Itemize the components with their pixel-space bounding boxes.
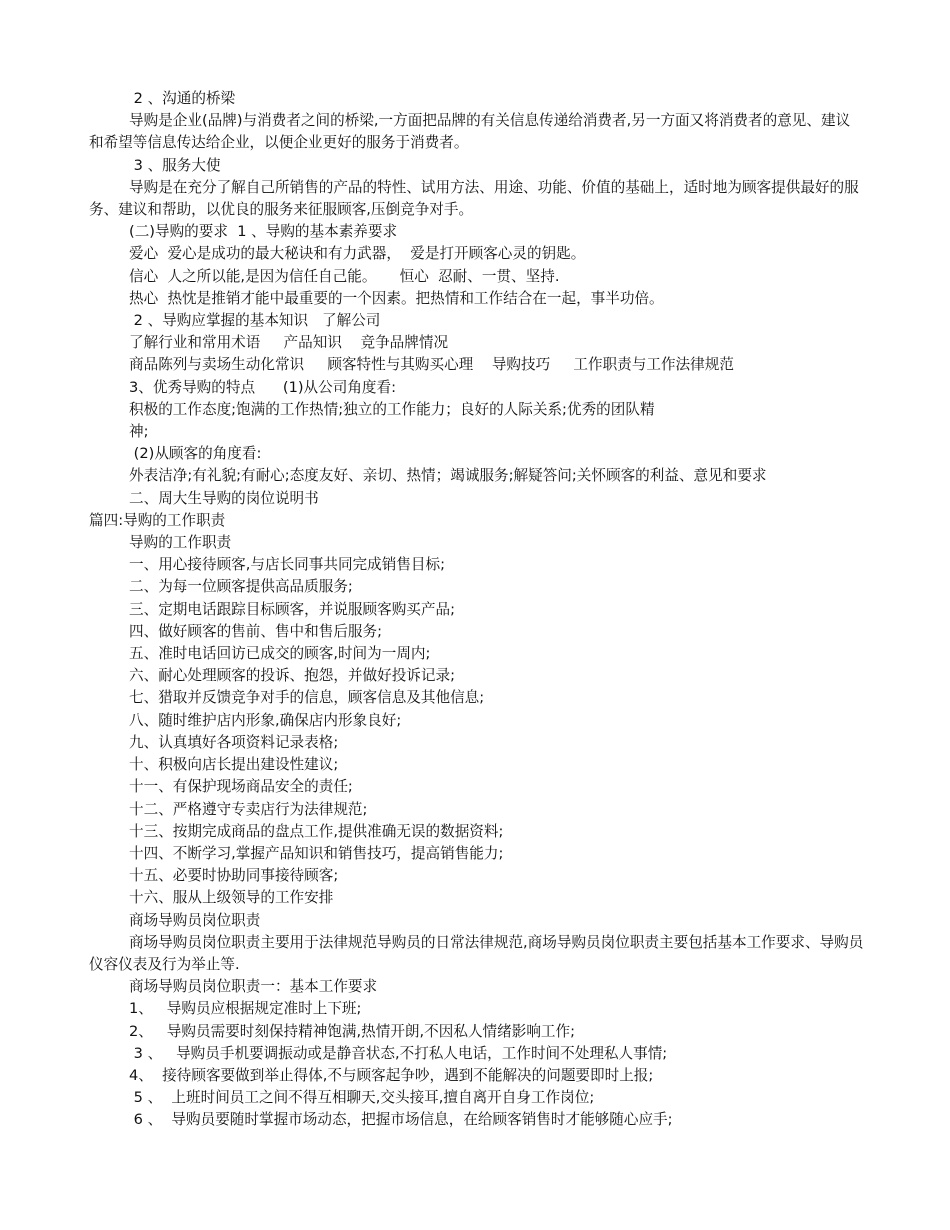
duty-item: 十三、按期完成商品的盘点工作,提供准确无误的数据资料;	[129, 822, 504, 840]
subheading-requirements: (二)导购的要求 1 、导购的基本素养要求	[129, 223, 398, 241]
duty-item: 十六、服从上级领导的工作安排	[129, 889, 334, 907]
document-page	[89, 88, 864, 1132]
duty-item: 十四、不断学习,掌握产品知识和销售技巧，提高销售能力;	[129, 844, 504, 862]
requirement-item: 5 、 上班时间员工之间不得互相聊天,交头接耳,擅自离开自身工作岗位;	[129, 1089, 595, 1107]
line-traits-company-1: 积极的工作态度;饱满的工作热情;独立的工作能力；良好的人际关系;优秀的团队精	[129, 400, 655, 418]
duty-item: 二、为每一位顾客提供高品质服务;	[129, 578, 353, 596]
line-traits-customer: 外表洁净;有礼貌;有耐心;态度友好、亲切、热情；竭诚服务;解疑答问;关怀顾客的利益、意见和要求	[129, 467, 767, 485]
subheading-ambassador: 3 、服务大使	[129, 156, 221, 174]
heading-duties: 导购的工作职责	[129, 534, 232, 552]
line-knowledge-2: 商品陈列与卖场生动化常识 顾客特性与其购买心理 导购技巧 工作职责与工作法律规范	[129, 356, 734, 374]
requirement-item: 3 、 导购员手机要调振动或是静音状态,不打私人电话，工作时间不处理私人事情;	[129, 1044, 668, 1062]
requirement-item: 6 、 导购员要随时掌握市场动态，把握市场信息，在给顾客销售时才能够随心应手;	[129, 1111, 673, 1129]
paragraph-bridge: 导购是企业(品牌)与消费者之间的桥梁,一方面把品牌的有关信息传递给消费者,另一方面又将消费者的意见、建议和希望等信息传达给企业，以便企业更好的服务于消费者。	[89, 112, 851, 152]
duty-item: 十一、有保护现场商品安全的责任;	[129, 778, 353, 796]
duty-item: 四、做好顾客的售前、售中和售后服务;	[129, 622, 383, 640]
duty-item: 五、准时电话回访已成交的顾客,时间为一周内;	[129, 645, 431, 663]
duty-item: 十、积极向店长提出建设性建议;	[129, 756, 339, 774]
section-heading-part4: 篇四:导购的工作职责	[89, 511, 226, 529]
requirement-item: 4、 接待顾客要做到举止得体,不与顾客起争吵，遇到不能解决的问题要即时上报;	[129, 1066, 654, 1084]
duty-item: 六、耐心处理顾客的投诉、抱怨，并做好投诉记录;	[129, 667, 455, 685]
duty-item: 七、猎取并反馈竞争对手的信息，顾客信息及其他信息;	[129, 689, 485, 707]
requirement-item: 1、 导购员应根据规定准时上下班;	[129, 1000, 362, 1018]
line-love: 爱心 爱心是成功的最大秘诀和有力武器， 爱是打开顾客心灵的钥匙。	[129, 245, 586, 263]
duty-item: 十二、严格遵守专卖店行为法律规范;	[129, 800, 368, 818]
subheading-customer-view: (2)从顾客的角度看:	[129, 445, 262, 463]
subheading-traits: 3、优秀导购的特点 (1)从公司角度看:	[129, 378, 397, 396]
heading-basic-requirements: 商场导购员岗位职责一：基本工作要求	[129, 978, 378, 996]
duty-item: 三、定期电话跟踪目标顾客，并说服顾客购买产品;	[129, 600, 455, 618]
duty-item: 九、认真填好各项资料记录表格;	[129, 733, 339, 751]
duty-item: 一、用心接待顾客,与店长同事共同完成销售目标;	[129, 556, 446, 574]
paragraph-ambassador: 导购是在充分了解自己所销售的产品的特性、试用方法、用途、功能、价值的基础上，适时地为顾客提供最好的服务、建议和帮助，以优良的服务来征服顾客,压倒竞争对手。	[89, 178, 859, 219]
line-traits-company-2: 神;	[129, 423, 149, 441]
line-enthusiasm: 热心 热忱是推销才能中最重要的一个因素。把热情和工作结合在一起，事半功倍。	[129, 289, 664, 307]
line-knowledge-1: 了解行业和常用术语 产品知识 竞争品牌情况	[129, 334, 449, 352]
paragraph-mall-duties: 商场导购员岗位职责主要用于法律规范导购员的日常法律规范,商场导购员岗位职责主要包括基本工作要求、导购员仪容仪表及行为举止等.	[89, 933, 864, 973]
duty-item: 十五、必要时协助同事接待顾客;	[129, 867, 339, 885]
requirement-item: 2、 导购员需要时刻保持精神饱满,热情开朗,不因私人情绪影响工作;	[129, 1022, 576, 1040]
subheading-job-description: 二、周大生导购的岗位说明书	[129, 489, 319, 507]
subheading-knowledge: 2 、导购应掌握的基本知识 了解公司	[129, 312, 381, 330]
duty-item: 八、随时维护店内形象,确保店内形象良好;	[129, 711, 402, 729]
subheading-bridge: 2 、沟通的桥梁	[129, 90, 236, 107]
line-confidence: 信心 人之所以能,是因为信任自己能。 恒心 忍耐、一贯、坚持.	[129, 267, 560, 285]
heading-mall-duties: 商场导购员岗位职责	[129, 911, 261, 929]
